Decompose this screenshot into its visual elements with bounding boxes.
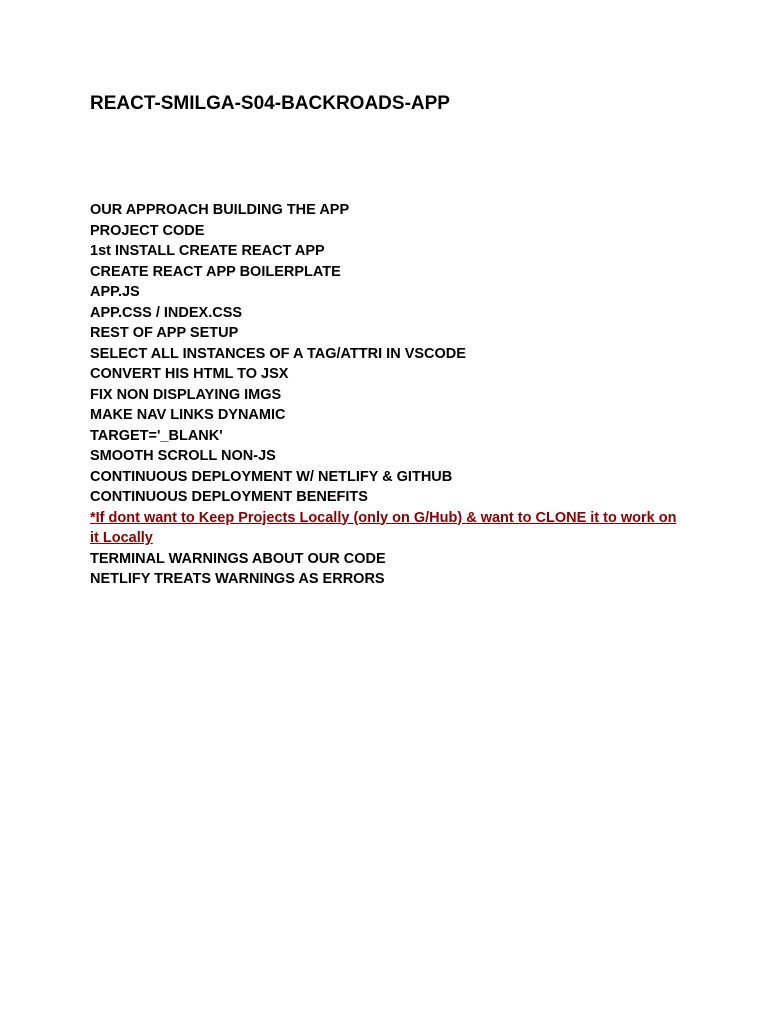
list-item: REST OF APP SETUP [90, 325, 239, 341]
list-item: FIX NON DISPLAYING IMGS [90, 386, 282, 403]
list-item: SELECT ALL INSTANCES OF A TAG/ATTRI IN VSCODE [90, 345, 466, 362]
list-item: TARGET='_BLANK' [90, 427, 223, 444]
list-item: TERMINAL WARNINGS ABOUT OUR CODE [90, 550, 386, 567]
list-item: APP.JS [90, 284, 140, 300]
list-item: MAKE NAV LINKS DYNAMIC [90, 407, 286, 423]
list-item: CONVERT HIS HTML TO JSX [90, 366, 289, 382]
list-item: 1st INSTALL CREATE REACT APP [90, 243, 325, 259]
list-item: NETLIFY TREATS WARNINGS AS ERRORS [90, 571, 385, 587]
document-title: REACT-SMILGA-S04-BACKROADS-APP [90, 93, 450, 114]
list-item: PROJECT CODE [90, 222, 205, 239]
list-item: SMOOTH SCROLL NON-JS [90, 448, 276, 464]
topic-list [90, 200, 690, 590]
list-item: APP.CSS / INDEX.CSS [90, 304, 243, 321]
list-item: CONTINUOUS DEPLOYMENT W/ NETLIFY & GITHUB [90, 468, 453, 485]
list-item: CONTINUOUS DEPLOYMENT BENEFITS [90, 489, 368, 505]
list-item: OUR APPROACH BUILDING THE APP [90, 202, 350, 218]
clone-note-item: *If dont want to Keep Projects Locally (only on G/Hub) & want to CLONE it to work on it Locally [90, 509, 677, 546]
list-item: CREATE REACT APP BOILERPLATE [90, 263, 341, 280]
